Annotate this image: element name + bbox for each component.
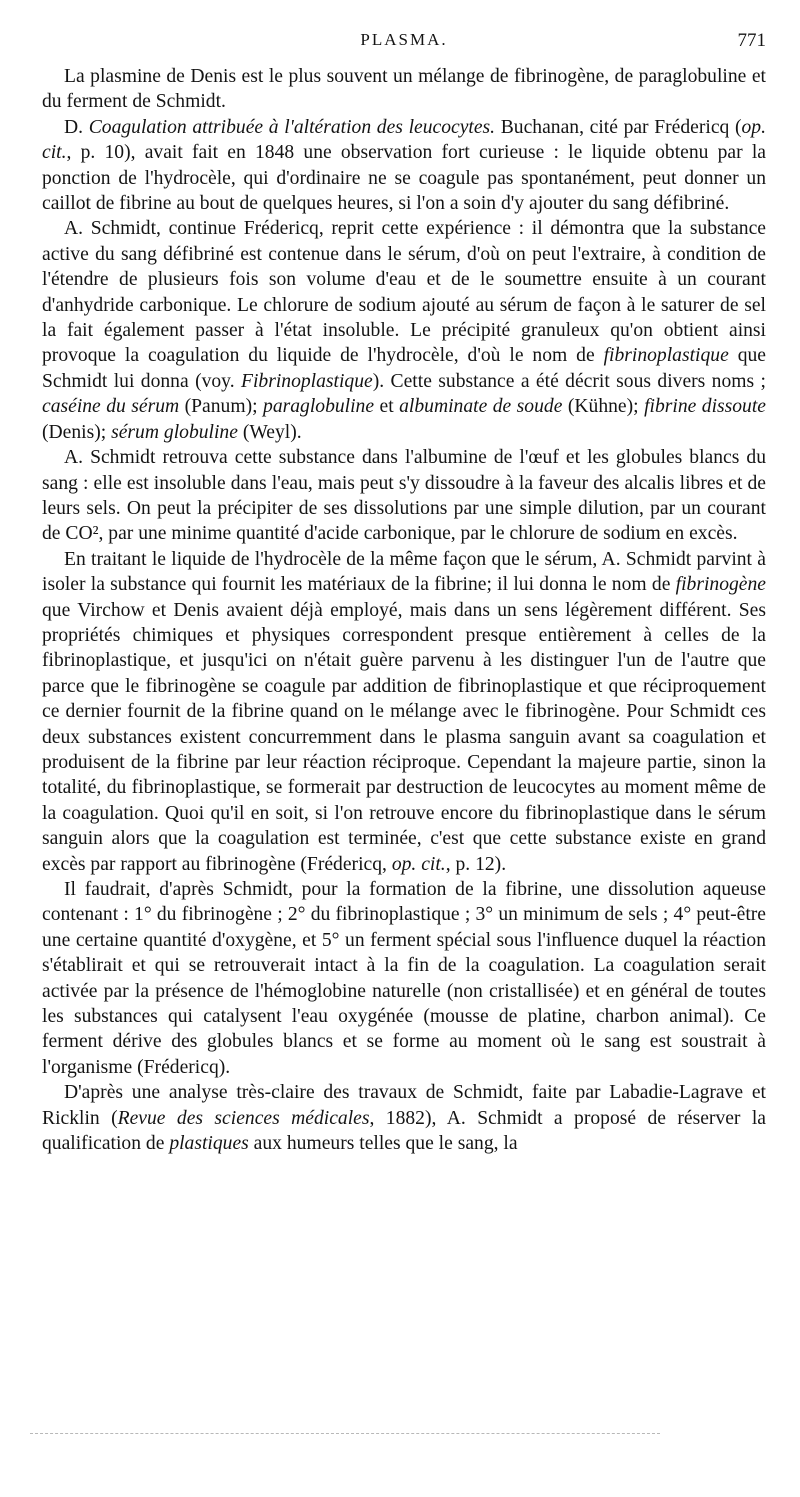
paragraph	[42, 445, 766, 547]
italic-text-run: fibrine dissoute	[644, 396, 766, 418]
text-run: ). Cette substance a été décrit sous divers noms ;	[372, 370, 766, 392]
italic-text-run: fibrinoplastique	[603, 345, 729, 367]
paragraph	[42, 216, 766, 445]
italic-text-run: sérum globuline	[111, 421, 238, 443]
text-run: , p. 12).	[445, 853, 507, 875]
running-title: PLASMA.	[360, 30, 448, 49]
paragraph	[42, 547, 766, 877]
paragraph	[42, 115, 766, 217]
text-run: A. Schmidt retrouva cette substance dans l'albumine de l'œuf et les globules blancs du sang : elle est insoluble dans l'eau, mais peut s'y dissoudre à la faveur des alcalis libres et de leurs sels. On peut la précipiter de ses dissolutions par une simple dilution, par un courant de CO², par une minime quantité d'acide carbonique, par le chlorure de sodium en excès.	[42, 447, 766, 545]
text-run: que Schmidt lui donna (voy.	[42, 345, 766, 392]
italic-text-run: caséine du sérum	[42, 396, 180, 418]
text-run: A. Schmidt, continue Frédericq, reprit cette expérience : il démontra que la substance active du sang défibriné est contenue dans le sérum, d'où on peut l'extraire, à condition de l'étendre de plusieurs fois son volume d'eau et de le soumettre ensuite à un courant d'anhydride carbonique. Le chlorure de sodium ajouté au sérum de façon à le saturer de sel la fait également passer à l'état insoluble. Le précipité granuleux qu'on obtient ainsi provoque la coagulation du liquide de l'hydrocèle, d'où le nom de	[42, 218, 766, 367]
text-run: (Denis);	[42, 421, 112, 443]
italic-text-run: Fibrinoplastique	[241, 370, 373, 392]
document-page	[42, 30, 766, 1470]
text-run: La plasmine de Denis est le plus souvent un mélange de fibrinogène, de paraglobuline et du ferment de Schmidt.	[42, 66, 766, 113]
text-run: aux humeurs telles que le sang, la	[248, 1133, 518, 1155]
text-run: et	[374, 396, 400, 418]
text-run: , 1882), A. Schmidt a proposé de réserver la qualification de	[42, 1107, 767, 1155]
text-run: En traitant le liquide de l'hydrocèle de la même façon que le sérum, A. Schmidt parvint à isoler la substance qui fournit les matériaux de la fibrine; il lui donna le nom de	[42, 548, 766, 596]
running-header	[42, 30, 766, 64]
text-run: (Panum);	[179, 396, 264, 418]
page-number: 771	[737, 30, 766, 51]
italic-text-run: Coagulation attribuée à l'altération des leucocytes.	[88, 116, 496, 138]
italic-text-run: fibrinogène	[675, 574, 766, 596]
text-run: (Weyl).	[237, 421, 302, 443]
italic-text-run: Revue des sciences médicales	[117, 1107, 370, 1129]
italic-text-run: paraglobuline	[263, 396, 375, 418]
italic-text-run: albuminate de soude	[399, 396, 563, 418]
text-run: Buchanan, cité par Frédericq (	[495, 116, 742, 138]
text-run: (Kühne);	[562, 396, 645, 418]
italic-text-run: op. cit.	[391, 853, 446, 875]
text-run: D.	[64, 116, 89, 138]
paragraph	[42, 1080, 766, 1156]
paragraph	[42, 877, 766, 1080]
body-text	[42, 64, 766, 1156]
text-run: D'après une analyse très-claire des travaux de Schmidt, faite par Labadie-Lagrave et Ricklin (	[42, 1082, 766, 1129]
footer-rule	[30, 1433, 660, 1434]
text-run: Il faudrait, d'après Schmidt, pour la formation de la fibrine, une dissolution aqueuse contenant : 1° du fibrinogène ; 2° du fibrinoplastique ; 3° un minimum de sels ; 4° peut-être une certaine quantité d'oxygène, et 5° un ferment spécial sous l'influence duquel la réaction s'établirait et qui se retrouverait intact à la fin de la coagulation. La coagulation serait activée par la présence de l'hémoglobine naturelle (non cristallisée) et en général de toutes les substances qui catalysent l'eau oxygénée (mousse de platine, charbon animal). Ce ferment dérive des globules blancs et se forme au moment où le sang est soustrait à l'organisme (Frédericq).	[42, 879, 766, 1078]
paragraph	[42, 64, 766, 115]
text-run: , p. 10), avait fait en 1848 une observation fort curieuse : le liquide obtenu par la ponction de l'hydrocèle, qui d'ordinaire ne se coagule pas spontanément, peut donner un caillot de fibrine au bout de quelques heures, si l'on a soin d'y ajouter du sang défibriné.	[42, 142, 766, 215]
italic-text-run: plastiques	[169, 1133, 249, 1155]
italic-text-run: op. cit.	[42, 116, 766, 164]
text-run: que Virchow et Denis avaient déjà employé, mais dans un sens légèrement différent. Ses propriétés chimiques et physiques correspondent presque entièrement à celles de la fibrinoplastique, et jusqu'ici on n'était guère parvenu à les distinguer l'un de l'autre que parce que le fibrinogène se coagule par addition de fibrinoplastique et que réciproquement ce dernier fournit de la fibrine quand on le mélange avec le fibrinogène. Pour Schmidt ces deux substances existent concurremment dans le plasma sanguin avant sa coagulation et produisent de la fibrine par leur réaction réciproque. Cependant la majeure partie, sinon la totalité, du fibrinoplastique, se formerait par destruction de leucocytes au moment même de la coagulation. Quoi qu'il en soit, si l'on retrouve encore du fibrinoplastique dans le sérum sanguin alors que la coagulation est terminée, c'est que cette substance existe en grand excès par rapport au fibrinogène (Frédericq,	[42, 599, 766, 875]
